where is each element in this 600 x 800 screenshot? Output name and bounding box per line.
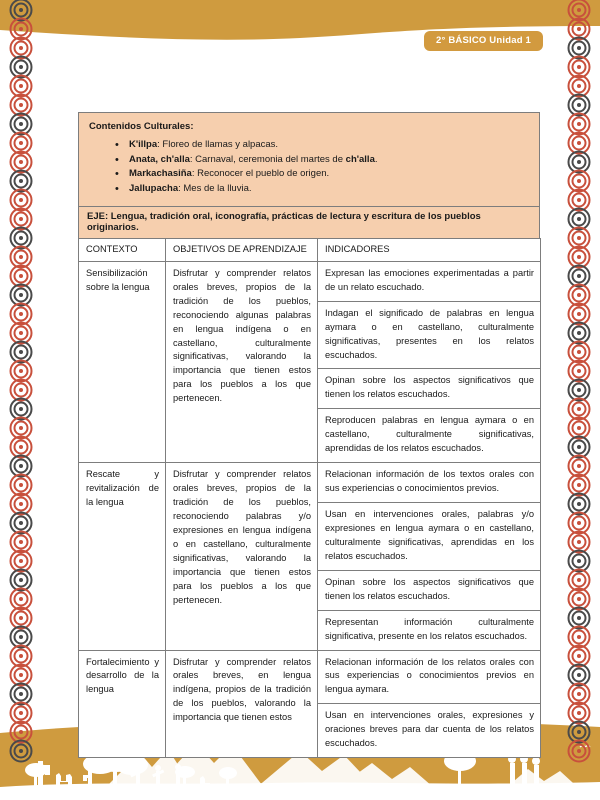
cell-contexto: Sensibilización sobre la lengua [79,261,166,462]
border-motif-icon [11,190,31,210]
table-row [79,463,541,650]
border-motif-icon [569,152,589,172]
indicator-item: Indagan el significado de palabras en lengua aymara o en castellano, culturalmente significativas, presentes en los relatos escuchados. [318,302,540,370]
border-motif-icon [569,57,589,77]
cultural-term: Jallupacha [129,183,179,195]
indicator-item: Relacionan información de los relatos orales con sus experiencias o conocimientos previos en lengua aymara. [318,651,540,705]
cultural-term: Markachasiña [129,168,192,180]
cell-objetivo: Disfrutar y comprender relatos orales breves, propios de la tradición de los pueblos, reconociendo algunas palabras en lengua indígena o en castellano, culturalmente significativas, valorando la importancia que tienen estos para los pueblos a los que pertenecen. [166,261,318,462]
list-item [115,153,529,168]
border-motif-icon [11,247,31,267]
left-decorative-border [6,0,36,800]
table-row [79,650,541,758]
border-motif-icon [11,380,31,400]
border-motif-icon [569,247,589,267]
indicator-item: Opinan sobre los aspectos significativos que tienen los relatos escuchados. [318,571,540,611]
unit-badge: 2° BÁSICO Unidad 1 [424,31,543,51]
cultural-desc: : Reconocer el pueblo de origen. [191,168,330,180]
document-sheet [78,112,540,758]
cultural-term: Anata, ch'alla [129,153,190,165]
cell-indicadores [318,261,541,462]
border-motif-icon [11,665,31,685]
border-motif-icon [569,513,589,533]
border-motif-icon [569,95,589,115]
border-motif-icon [569,380,589,400]
border-motif-icon [11,456,31,476]
border-motif-icon [569,209,589,229]
border-motif-icon [11,627,31,647]
border-motif-icon [11,209,31,229]
indicator-item: Relacionan información de los textos orales con sus experiencias o conocimientos previos. [318,463,540,503]
border-motif-icon [569,665,589,685]
border-motif-icon [569,475,589,495]
border-motif-icon [11,361,31,381]
column-header-objetivos: OBJETIVOS DE APRENDIZAJE [166,238,318,261]
border-motif-icon [569,399,589,419]
header-band [0,0,600,60]
column-header-contexto: CONTEXTO [79,238,166,261]
cell-objetivo: Disfrutar y comprender relatos orales breves, propios de la tradición de los pueblos, reconociendo palabras y/o expresiones en lengua indígena o en castellano, culturalmente significativas, valorando la importancia que tienen estos para los pueblos a los que pertenecen. [166,463,318,650]
border-motif-icon [11,437,31,457]
cultural-contents-box [78,112,540,206]
eje-bar: EJE: Lengua, tradición oral, iconografía, prácticas de lectura y escritura de los pueblos originarios. [78,206,540,239]
border-motif-icon [11,95,31,115]
border-motif-icon [569,418,589,438]
cultural-desc-pre: : Carnaval, ceremonia del martes de [189,153,346,165]
border-motif-icon [11,570,31,590]
border-motif-icon [11,76,31,96]
border-motif-icon [569,76,589,96]
cell-contexto: Fortalecimiento y desarrollo de la lengua [79,650,166,758]
cultural-term-inline: ch'alla [345,153,375,165]
indicator-item: Opinan sobre los aspectos significativos que tienen los relatos escuchados. [318,369,540,409]
border-motif-icon [569,589,589,609]
border-motif-icon [569,646,589,666]
indicator-item: Usan en intervenciones orales, palabras y/o expresiones en lengua aymara o en castellano, culturalmente significativas, aprendidas en los relatos escuchados. [318,503,540,571]
list-item [115,167,529,182]
indicator-item: Usan en intervenciones orales, expresiones y oraciones breves para dar cuenta de los relatos escuchados. [325,710,534,749]
border-motif-icon [569,532,589,552]
border-motif-icon [11,57,31,77]
cultural-term: K'illpa [129,139,158,150]
right-decorative-border [564,0,594,800]
border-motif-icon [11,152,31,172]
border-motif-icon [11,323,31,343]
border-motif-icon [569,551,589,571]
border-motif-icon [569,114,589,134]
border-motif-icon [11,285,31,305]
border-motif-icon [11,646,31,666]
cultural-desc: : Mes de la lluvia. [178,183,252,195]
border-motif-icon [11,494,31,514]
border-motif-icon [569,456,589,476]
border-motif-icon [569,684,589,704]
border-motif-icon [11,171,31,191]
border-motif-icon [11,475,31,495]
border-motif-icon [11,228,31,248]
border-motif-icon [11,513,31,533]
indicator-item: Reproducen palabras en lengua aymara o en castellano, culturalmente significativas, aprendidas de los relatos escuchados. [325,415,534,454]
border-motif-icon [11,133,31,153]
cultural-contents-list [89,138,529,197]
cultural-desc: : Floreo de llamas y alpacas. [157,139,279,150]
border-motif-icon [569,228,589,248]
border-motif-icon [11,399,31,419]
border-motif-icon [569,627,589,647]
border-motif-icon [11,532,31,552]
border-motif-icon [11,418,31,438]
border-motif-icon [11,551,31,571]
border-motif-icon [569,437,589,457]
border-motif-icon [569,285,589,305]
cultural-desc-post: . [374,153,378,165]
border-motif-icon [569,190,589,210]
border-motif-icon [569,266,589,286]
border-motif-icon [569,304,589,324]
border-motif-icon [11,114,31,134]
indicator-item: Expresan las emociones experimentadas a partir de un relato escuchado. [318,262,540,302]
cell-contexto: Rescate y revitalización de la lengua [79,463,166,650]
border-motif-icon [569,171,589,191]
list-item [115,182,529,197]
border-motif-icon [569,323,589,343]
table-header-row [79,238,541,261]
border-motif-icon [11,266,31,286]
border-motif-icon [569,570,589,590]
column-header-indicadores: INDICADORES [318,238,541,261]
indicator-item: Representan información culturalmente significativa, presente en los relatos escuchados. [325,616,534,641]
border-motif-icon [569,608,589,628]
border-motif-icon [11,608,31,628]
learning-objectives-table [78,238,541,758]
border-motif-icon [11,342,31,362]
border-motif-icon [569,494,589,514]
cell-indicadores [318,463,541,650]
cultural-contents-title: Contenidos Culturales: [89,121,194,132]
cell-objetivo: Disfrutar y comprender relatos orales breves, en lengua indígena, propios de la tradición de los pueblos, valorando la importancia que tienen estos [166,650,318,758]
cell-indicadores [318,650,541,758]
border-motif-icon [11,684,31,704]
table-row [79,261,541,462]
border-motif-icon [569,361,589,381]
border-motif-icon [11,589,31,609]
border-motif-icon [11,304,31,324]
border-motif-icon [569,342,589,362]
border-motif-icon [569,133,589,153]
list-item [115,138,529,153]
